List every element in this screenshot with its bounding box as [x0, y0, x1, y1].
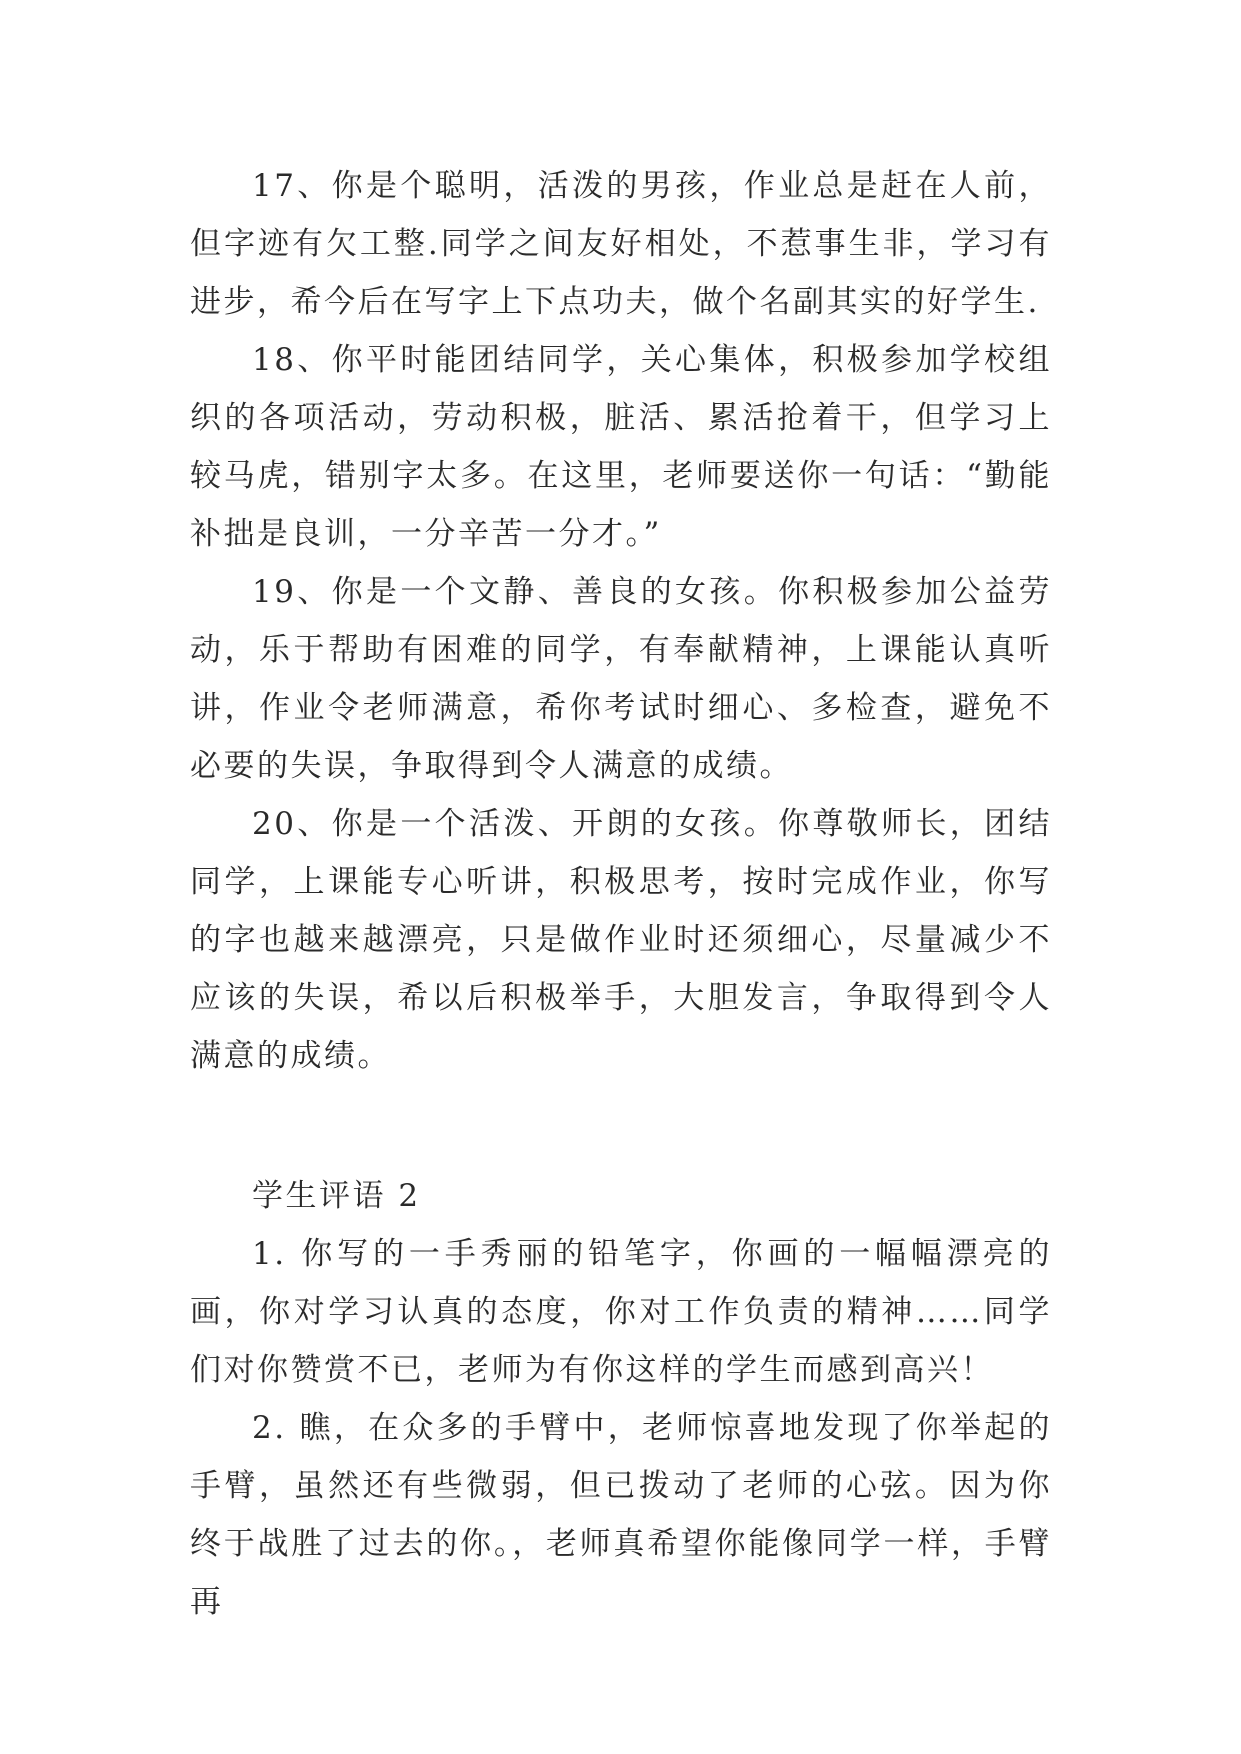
comment-paragraph-18: 18、你平时能团结同学，关心集体，积极参加学校组织的各项活动，劳动积极，脏活、累活抢着干，但学习上较马虎，错别字太多。在这里，老师要送你一句话：“勤能补拙是良训，一分辛苦一分才。”: [190, 342, 1052, 552]
comment-paragraph-1: 1. 你写的一手秀丽的铅笔字，你画的一幅幅漂亮的画，你对学习认真的态度，你对工作负责的精神……同学们对你赞赏不已，老师为有你这样的学生而感到高兴！: [190, 1236, 1052, 1388]
section-heading: 学生评语 2: [252, 1178, 421, 1214]
comment-paragraph-17: 17、你是个聪明，活泼的男孩，作业总是赶在人前，但字迹有欠工整.同学之间友好相处，不惹事生非，学习有进步，希今后在写字上下点功夫，做个名副其实的好学生.: [190, 168, 1052, 320]
comment-paragraph-2: 2. 瞧，在众多的手臂中，老师惊喜地发现了你举起的手臂，虽然还有些微弱，但已拨动了老师的心弦。因为你终于战胜了过去的你。，老师真希望你能像同学一样，手臂再: [190, 1410, 1052, 1620]
comment-paragraph-19: 19、你是一个文静、善良的女孩。你积极参加公益劳动，乐于帮助有困难的同学，有奉献精神，上课能认真听讲，作业令老师满意，希你考试时细心、多检查，避免不必要的失误，争取得到令人满意的成绩。: [190, 574, 1052, 784]
comment-paragraph-20: 20、你是一个活泼、开朗的女孩。你尊敬师长，团结同学，上课能专心听讲，积极思考，按时完成作业，你写的字也越来越漂亮，只是做作业时还须细心，尽量减少不应该的失误，希以后积极举手，大胆发言，争取得到令人满意的成绩。: [190, 806, 1052, 1074]
document-body: [190, 157, 1052, 1631]
